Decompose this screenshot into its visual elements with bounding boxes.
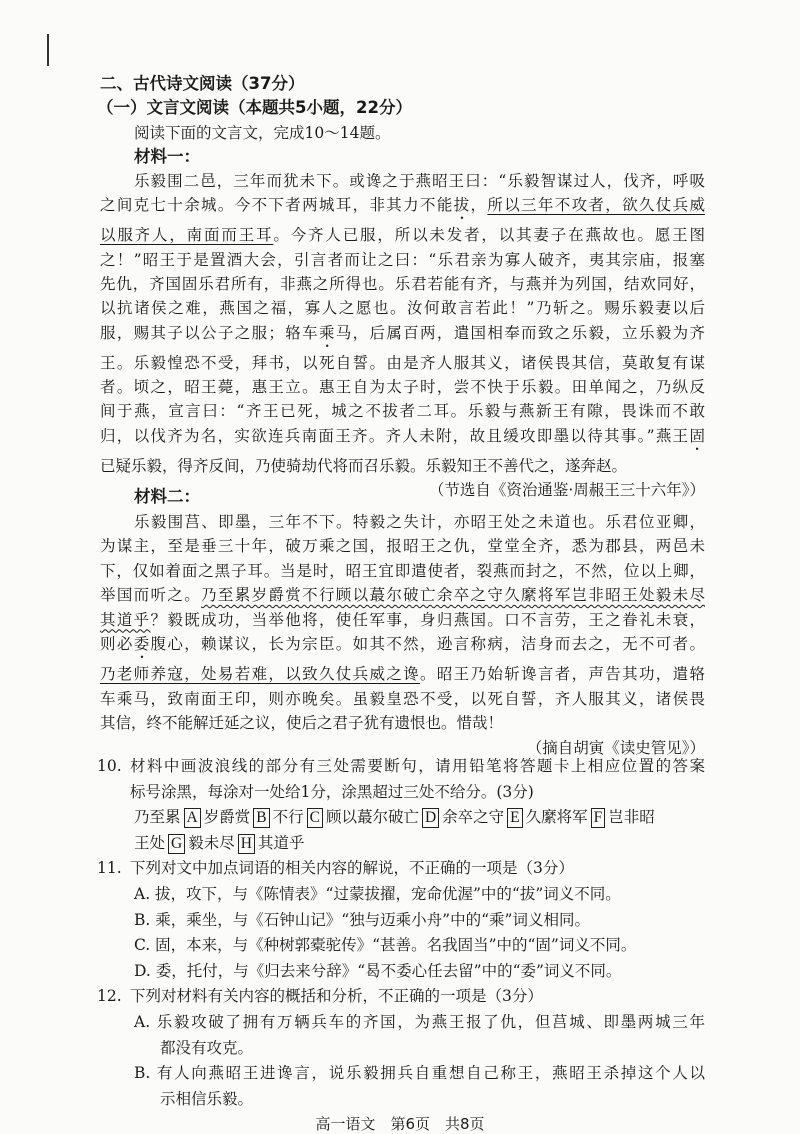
passage-line — [100, 454, 705, 478]
option-text: D. 委，托付，与《归去来兮辞》“曷不委心任去留”中的“委”词义不同。 — [134, 961, 622, 980]
text-segment: 岁爵赏 — [203, 808, 251, 827]
text-segment: 乐毅围二邑，三年而犹未下。或谗之于燕昭王曰：“乐毅智谋过人，伐齐，呼吸 — [134, 172, 705, 191]
material2-label: 材料二： — [134, 487, 200, 506]
option-text: B. 有人向燕昭王进谗言，说乐毅拥兵自重想自己称王，燕昭王杀掉这个人以 — [134, 1064, 705, 1083]
underlined-text: 乃老师养寇，处易若难，以致久仗兵威之谗 — [100, 665, 420, 683]
question-stem: 下列对文中加点词语的相关内容的解说，不正确的一项是（3分） — [130, 859, 574, 878]
question-12 — [97, 984, 705, 1112]
passage-line — [100, 559, 705, 584]
reading-section-header — [97, 72, 705, 502]
passage-line — [100, 662, 705, 687]
text-segment: 其信，终不能解迁延之议，使后之君子犹有遗恨也。惜哉！ — [100, 714, 504, 732]
break-mark-box[interactable]: F — [591, 808, 606, 828]
question-stem: 材料中画波浪线的部分有三处需要断句，请用铅笔将答题卡上相应位置的答案 — [130, 757, 705, 775]
subsection-title: （一）文言文阅读（本题共5小题，22分） — [97, 98, 412, 118]
question-stem: 下列对材料有关内容的概括和分析，不正确的一项是（3分） — [130, 987, 543, 1006]
text-segment: 王处 — [134, 833, 166, 852]
passage-line — [100, 223, 705, 247]
answer-option[interactable] — [100, 1010, 705, 1061]
option-text: 都没有攻克。 — [160, 1038, 254, 1057]
option-text: A. 乐毅攻破了拥有万辆兵车的齐国，为燕王报了仇，但莒城、即墨两城三年 — [134, 1012, 705, 1031]
question-10 — [97, 754, 705, 856]
text-segment: 。昭王乃始斩谗言者，声告其功，遣辂 — [420, 665, 705, 683]
text-segment: 。今齐人已服，所以未发者，以其妻子在燕故也。愿王图 — [273, 226, 705, 245]
text-segment: 举国而听之。 — [100, 586, 202, 604]
option-text: B. 乘，乘坐，与《石钟山记》“独与迈乘小舟”中的“乘”词义相同。 — [134, 910, 590, 929]
passage-line — [100, 687, 705, 712]
answer-option[interactable] — [100, 908, 705, 934]
text-segment: 余卒之守 — [442, 808, 505, 827]
passage-line — [100, 424, 705, 454]
text-segment: ？毅既成功，当举他将，使任军事，身归燕国。口不言劳，王之眷礼未衰， — [150, 610, 705, 629]
text-segment: 已疑乐毅，得齐反间，乃使骑劫代将而召乐毅。乐毅知王不善代之，遂奔赵。 — [100, 456, 628, 475]
text-segment: 久縻将军 — [525, 808, 588, 827]
material2 — [100, 485, 705, 760]
text-segment: 归，以伐齐为名，实欲连兵南面王齐。齐人未附，故且缓攻即墨以待其事。”燕王 — [100, 426, 690, 445]
break-mark-box[interactable]: C — [307, 808, 323, 828]
underlined-text: 以服齐人，南面而王耳 — [100, 226, 274, 245]
emphasized-word: 委 — [133, 635, 151, 653]
text-segment: 以抗诸侯之难，燕国之福，寡人之愿也。汝何敢言若此！”乃斩之。赐乐毅妻以后 — [100, 299, 705, 318]
passage-line — [100, 272, 705, 296]
passage-line — [100, 375, 705, 399]
question-stem: 标号涂黑，每涂对一处给1分，涂黑超过三处不给分。(3分) — [130, 782, 534, 801]
underlined-text: 所以三年不攻者，欲久仗兵威 — [487, 196, 705, 215]
text-segment: 腹心，赖谋议，长为宗臣。如其不然，逊言称病，洁身而去之，无不可者。 — [150, 635, 705, 653]
question-number: 12. — [97, 987, 122, 1006]
text-segment: 乐毅围莒、即墨，三年不下。特毅之失计，亦昭王处之未道也。乐君位亚卿， — [134, 512, 705, 531]
break-mark-box[interactable]: G — [168, 834, 185, 854]
text-segment: 者。顷之，昭王薨，惠王立。惠王自为太子时，尝不快于乐毅。田单闻之，乃纵反 — [100, 377, 705, 396]
answer-option[interactable] — [100, 933, 705, 959]
break-mark-box[interactable]: D — [422, 808, 439, 828]
passage-line — [100, 608, 705, 633]
text-segment: 为谋主，至是垂三十年，破万乘之国，报昭王之仇，堂堂全齐，悉为郡县，两邑未 — [100, 537, 705, 555]
question-number: 11. — [97, 859, 122, 878]
text-segment: 乃至累 — [134, 808, 181, 827]
break-mark-box[interactable]: E — [507, 808, 522, 828]
answer-option[interactable] — [100, 1061, 705, 1112]
wavy-underlined-text: 其道乎 — [100, 610, 151, 629]
passage-line — [100, 169, 705, 193]
option-text: A. 拔，攻下，与《陈情表》“过蒙拔擢，宠命优渥”中的“拔”词义不同。 — [134, 884, 621, 903]
option-text: 示相信乐毅。 — [160, 1089, 254, 1108]
text-segment: 先仇，齐国固乐君所有，非燕之所得也。乐君若能有齐，与燕并为列国，结欢同好， — [100, 275, 705, 294]
passage-line — [100, 583, 705, 608]
text-segment: 毅未尽 — [188, 833, 235, 852]
section-title: 二、古代诗文阅读（37分） — [100, 74, 305, 93]
passage-line — [100, 831, 705, 857]
passage-line — [100, 534, 705, 559]
wavy-underlined-text: 乃至累岁爵赏不行顾以蕞尔破亡余卒之守久縻将军岂非昭王处毅未尽 — [201, 586, 705, 604]
passage-line — [100, 805, 705, 831]
question-11 — [97, 856, 705, 984]
emphasized-word: 乘 — [318, 323, 336, 342]
passage-line — [100, 351, 705, 375]
text-segment: ， — [470, 196, 488, 215]
answer-option[interactable] — [100, 959, 705, 985]
questions — [97, 754, 705, 1112]
text-segment: 则必 — [100, 635, 134, 653]
text-segment: 服，赐其子以公子之服；辂车 — [100, 323, 319, 342]
answer-option[interactable] — [100, 882, 705, 908]
passage-line — [100, 510, 705, 535]
emphasized-word: 拔 — [453, 196, 471, 215]
text-segment: 下，仅如着面之黑子耳。当是时，昭王宜即遣使者，裂燕而封之，不然，位以上卿， — [100, 561, 705, 580]
question-number: 10. — [97, 757, 122, 775]
option-text: C. 固，本来，与《种树郭橐驼传》“甚善。名我固当”中的“固”词义不同。 — [134, 936, 637, 955]
text-segment: 车乘马，致南面王印，则亦晚矣。虽毅皇恐不受，以死自誓，齐人服其义，诸侯畏 — [100, 689, 705, 708]
page-footer: 高一语文 第6页 共8页 — [315, 1115, 485, 1133]
material1-label: 材料一： — [134, 146, 200, 166]
break-mark-box[interactable]: A — [184, 808, 201, 828]
text-segment: 不行 — [272, 808, 304, 827]
passage-line — [100, 632, 705, 662]
emphasized-word: 固 — [689, 426, 705, 445]
text-segment: 之间克七十余城。今不下者两城耳，非其力不能 — [100, 196, 454, 215]
text-segment: 王。乐毅惶恐不受，拜书，以死自誓。由是齐人服其义，诸侯畏其信，莫敢复有谋 — [100, 353, 705, 372]
break-mark-box[interactable]: B — [253, 808, 269, 828]
text-segment: 岂非昭 — [608, 808, 655, 827]
scan-mark — [47, 34, 49, 66]
material2-passage — [100, 510, 705, 736]
material2-source: （摘自胡寅《读史管见》） — [526, 738, 705, 757]
passage-line — [100, 321, 705, 351]
instruction: 阅读下面的文言文，完成10～14题。 — [134, 123, 391, 142]
passage-line — [100, 399, 705, 423]
material1-source: （节选自《资治通鉴·周赧王三十六年》） — [428, 480, 705, 499]
text-segment: 间于燕，宣言曰：“齐王已死，城之不拔者二耳。乐毅与燕新王有隙，畏诛而不敢 — [100, 402, 705, 421]
text-segment: 其道乎 — [257, 833, 305, 852]
text-segment: 马，后属百两，遣国相奉而致之乐毅，立乐毅为齐 — [335, 323, 705, 342]
material1-passage — [100, 169, 705, 478]
passage-line — [100, 296, 705, 320]
passage-line — [100, 248, 705, 272]
passage-line — [100, 711, 705, 736]
break-mark-box[interactable]: H — [238, 834, 255, 854]
text-segment: 之！”昭王于是置酒大会，引言者而让之曰：“乐君亲为寡人破齐，夷其宗庙，报塞 — [100, 250, 705, 269]
text-segment: 顾以蕞尔破亡 — [325, 808, 419, 827]
passage-line — [100, 193, 705, 223]
